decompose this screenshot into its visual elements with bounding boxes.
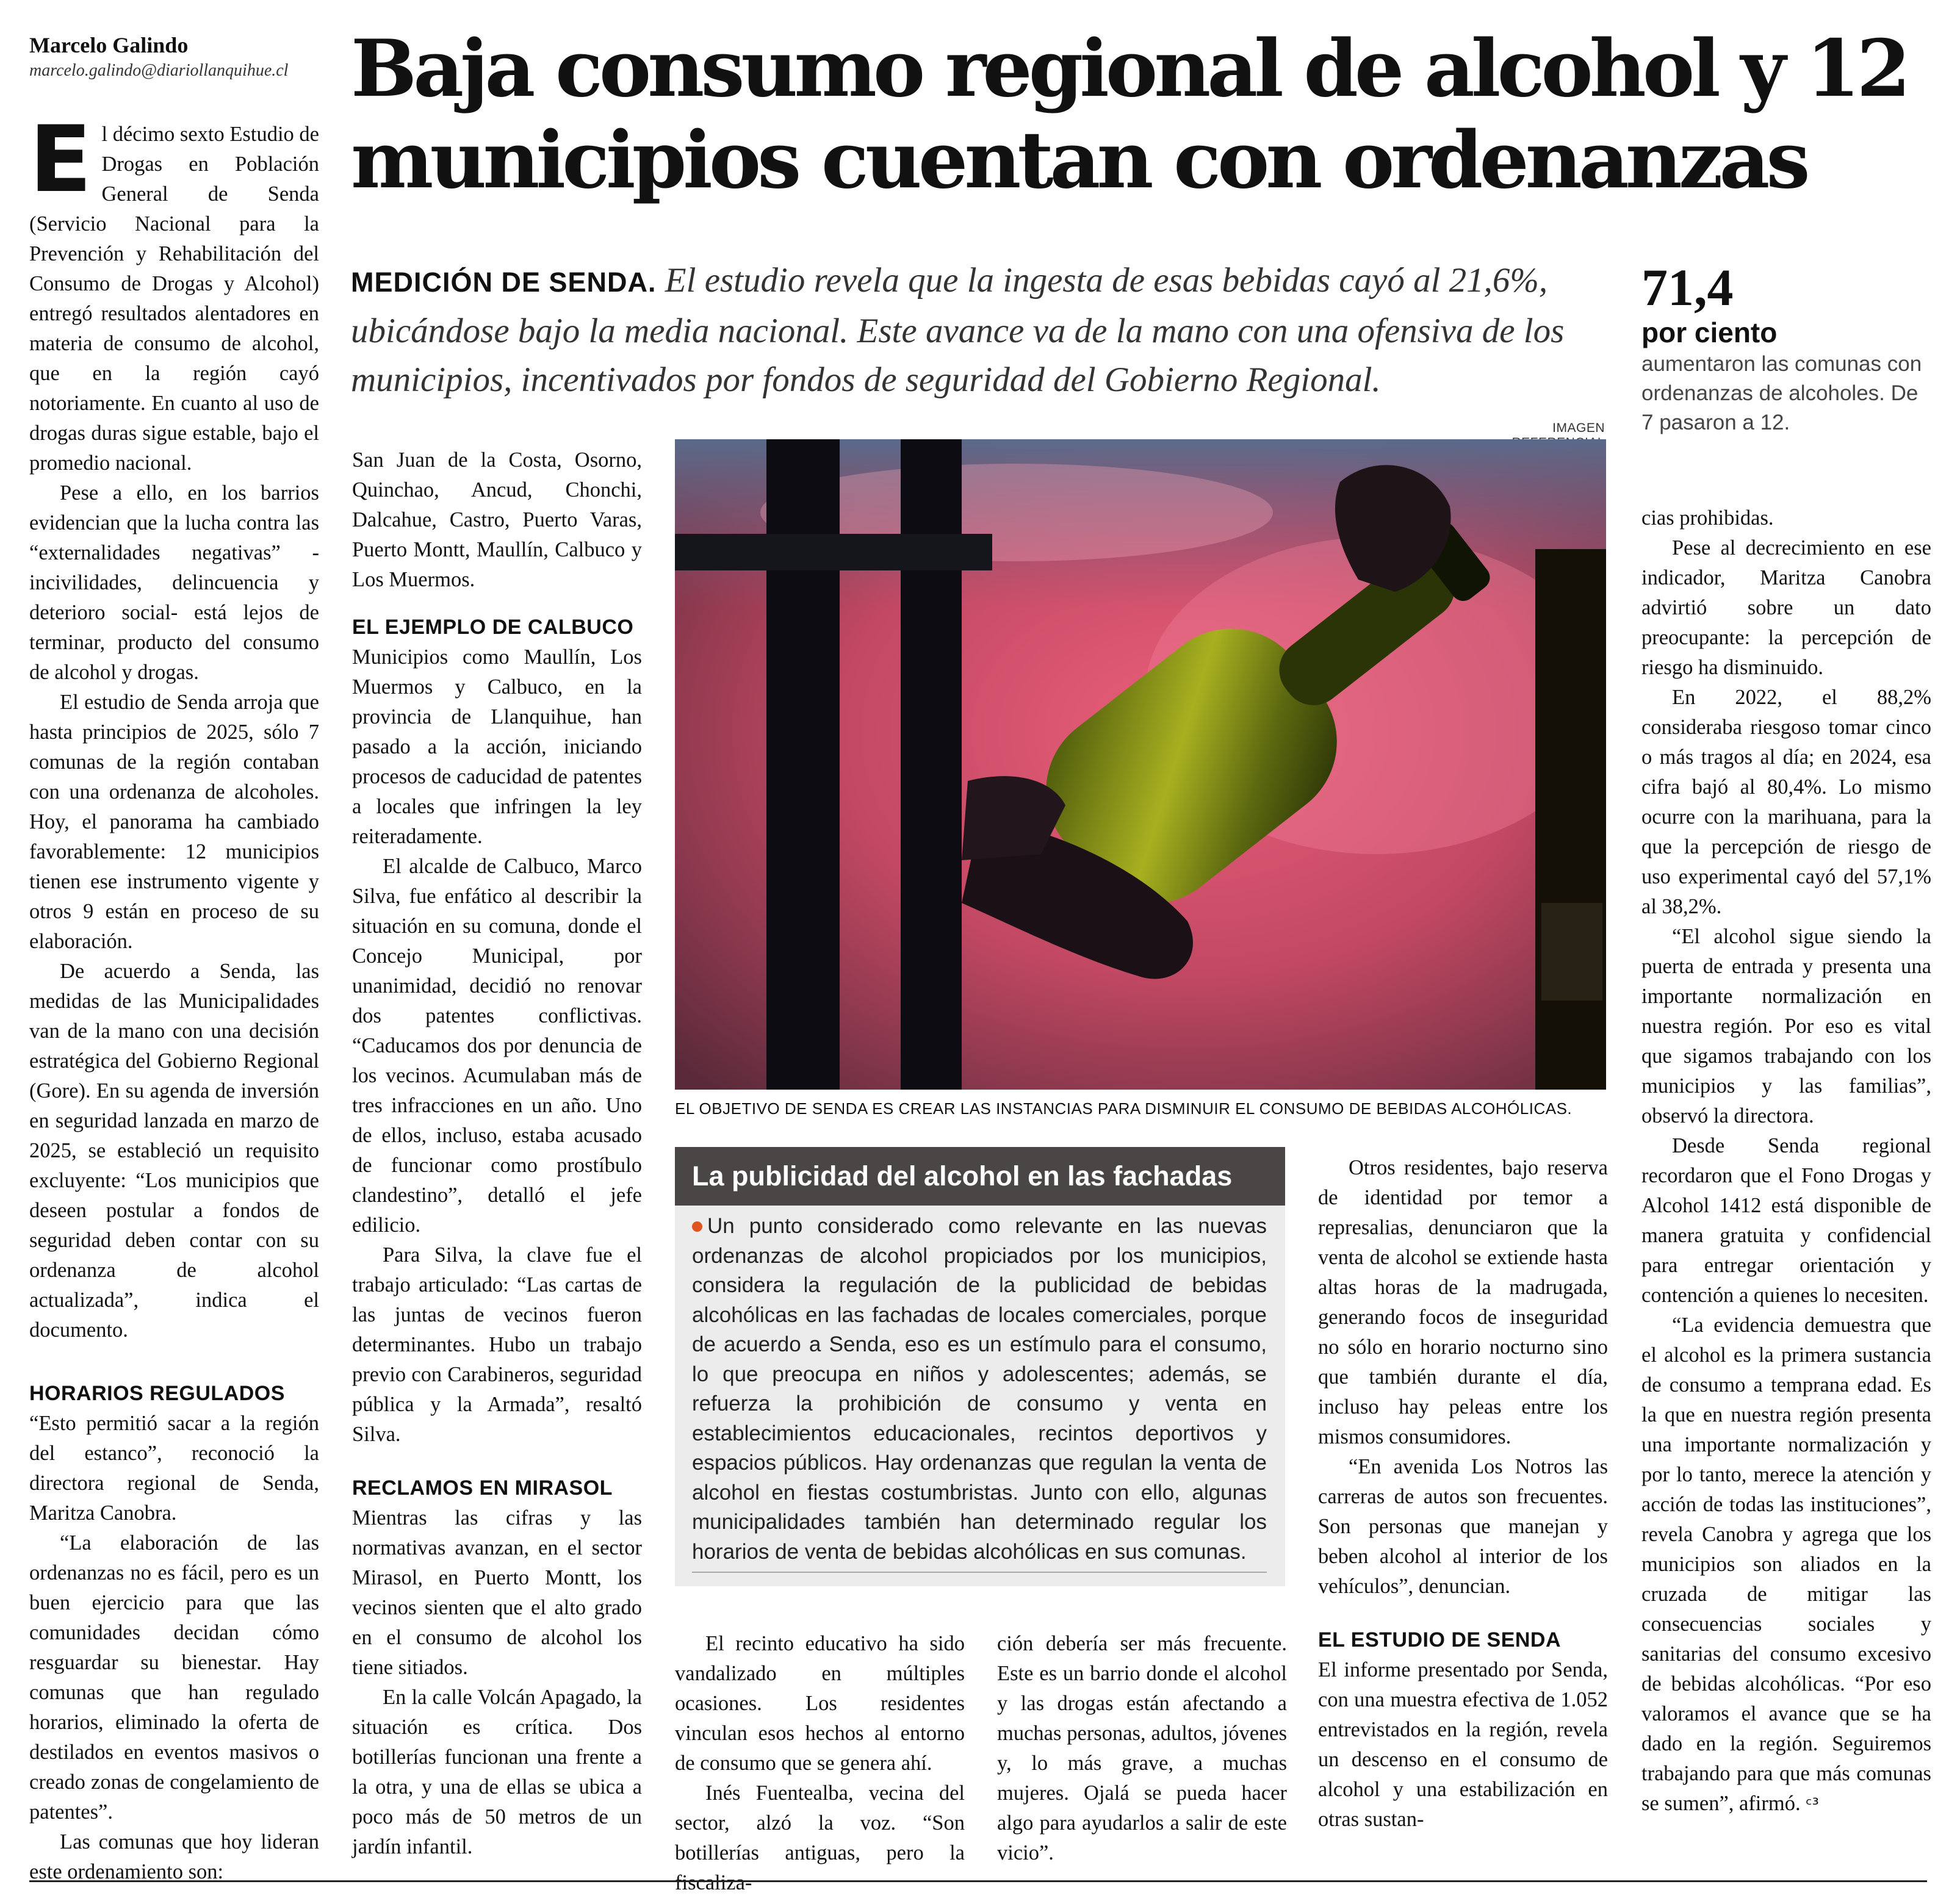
subhead-mirasol: RECLAMOS EN MIRASOL: [352, 1476, 613, 1500]
paragraph: ción debería ser más frecuente. Este es un barrio donde el alcohol y las drogas están afectando a muchas personas, adultos, jóvenes y, lo más grave, a muchas mujeres. Ojalá se pueda hacer algo para ayudarlos a salir de este vicio”.: [997, 1632, 1287, 1864]
paragraph: Pese a ello, en los barrios evidencian que la lucha contra las “externalidades negativas” -incivilidades, delincuencia y deterioro social- está lejos de terminar, producto del consumo de alcohol y drogas.: [29, 481, 319, 684]
paragraph-text: “La evidencia demuestra que el alcohol es la primera sustancia de consumo a temprana edad. Es la que en nuestra región presenta una importante normalización y por lo tanto, merece la atención y acción de todas las instituciones”, revela Canobra y agrega que los municipios son aliados en la cruzada de mitigar las consecuencias sociales y sanitarias del consumo excesivo de bebidas alcohólicas. “Por eso valoramos el avance que se ha dado en la región. Seguiremos trabajando para que más comunas se sumen”, afirmó.: [1641, 1314, 1931, 1815]
subhead-calbuco: EL EJEMPLO DE CALBUCO: [352, 616, 634, 639]
paragraph: Inés Fuentealba, vecina del sector, alzó la voz. “Son botillerías antiguas, pero la fiscaliza-: [675, 1781, 965, 1894]
drop-cap: E: [29, 107, 92, 213]
paragraph: Desde Senda regional recordaron que el Fono Drogas y Alcohol 1412 está disponible de manera gratuita y confidencial para entregar orientación y contención a quienes lo necesiten.: [1641, 1134, 1931, 1307]
author-name: Marcelo Galindo: [29, 33, 189, 57]
paragraph: El recinto educativo ha sido vandalizado en múltiples ocasiones. Los residentes vinculan esos hechos al entorno de consumo que se genera ahí.: [675, 1632, 965, 1775]
paragraph: El informe presentado por Senda, con una muestra efectiva de 1.052 entrevistados en la región, revela un descenso en el consumo de alcohol y una estabilización en otras sustan-: [1318, 1658, 1608, 1831]
end-mark-icon: ᶜ³: [1806, 1794, 1819, 1814]
column-3: [675, 1629, 965, 1898]
paragraph: El estudio de Senda arroja que hasta principios de 2025, sólo 7 comunas de la región contaban con una ordenanza de alcoholes. Hoy, el panorama ha cambiado favorablemente: 12 municipios tienen ese instrumento vigente y otros 9 están en proceso de su elaboración.: [29, 691, 319, 953]
paragraph: En 2022, el 88,2% consideraba riesgoso tomar cinco o más tragos al día; en 2024, esa cifra bajó al 80,4%. Lo mismo ocurre con la marihuana, para la que la percepción de riesgo de uso experimental cayó del 57,1% al 38,2%.: [1641, 686, 1931, 918]
photo-credit: IMAGEN: [1552, 421, 1605, 435]
photo-caption: EL OBJETIVO DE SENDA ES CREAR LAS INSTANCIAS PARA DISMINUIR EL CONSUMO DE BEBIDAS ALCOHÓLICAS.: [675, 1099, 1573, 1118]
photo: [675, 439, 1606, 1090]
paragraph: En la calle Volcán Apagado, la situación es crítica. Dos botillerías funcionan una frente a la otra, y una de ellas se ubica a poco más de 50 metros de un jardín infantil.: [352, 1686, 642, 1858]
deck-kicker: MEDICIÓN DE SENDA.: [351, 267, 657, 298]
paragraph: Para Silva, la clave fue el trabajo articulado: “Las cartas de las juntas de vecinos fueron determinantes. Hubo un trabajo previo con Carabineros, seguridad pública y la Armada”, resaltó Silva.: [352, 1243, 642, 1446]
stat-value: 71,4: [1641, 258, 1734, 317]
paragraph: De acuerdo a Senda, las medidas de las Municipalidades van de la mano con una decisión estratégica del Gobierno Regional (Gore). En su agenda de inversión en seguridad lanzada en marzo de 2025, se estableció un requisito excluyente: “Los municipios que deseen postular a fondos de seguridad deben contar con su ordenanza de alcohol actualizada”, indica el documento.: [29, 960, 319, 1342]
sidebar-body: [675, 1206, 1285, 1567]
deck: [351, 256, 1620, 404]
paragraph: l décimo sexto Estudio de Drogas en Población General de Senda (Servicio Nacional para la Prevención y Rehabilitación del Consumo de Drogas y Alcohol) entregó resultados alentadores en materia de consumo de alcohol, que en la región cayó notoriamente. En cuanto al uso de drogas duras sigue estable, bajo el promedio nacional.: [29, 123, 319, 475]
stat-description: aumentaron las comunas con ordenanzas de alcoholes. De 7 pasaron a 12.: [1641, 352, 1922, 434]
paragraph: Mientras las cifras y las normativas avanzan, en el sector Mirasol, en Puerto Montt, los vecinos sienten que el alto grado en el consumo de alcohol los tiene sitiados.: [352, 1506, 642, 1679]
paragraph: “En avenida Los Notros las carreras de autos son frecuentes. Son personas que manejan y beben alcohol al interior de los vehículos”, denuncian.: [1318, 1455, 1608, 1598]
paragraph: San Juan de la Costa, Osorno, Quinchao, Ancud, Chonchi, Dalcahue, Castro, Puerto Varas, Puerto Montt, Maullín, Calbuco y Los Muermos.: [352, 448, 642, 591]
subhead-horarios: HORARIOS REGULADOS: [29, 1382, 285, 1405]
paragraph: “La elaboración de las ordenanzas no es fácil, pero es un buen ejercicio para que las comunidades decidan cómo resguardar su bienestar. Hay comunas que han regulado horarios, eliminado la oferta de destilados en eventos masivos o creado zonas de congelamiento de patentes”.: [29, 1531, 319, 1824]
wine-bottle-photo: [675, 439, 1606, 1090]
author-email[interactable]: marcelo.galindo@diariollanquihue.cl: [29, 61, 289, 80]
paragraph: cias prohibidas.: [1641, 506, 1774, 530]
column-5: [1318, 1153, 1608, 1835]
paragraph: “El alcohol sigue siendo la puerta de entrada y presenta una importante normalización en nuestra región. Por eso es vital que sigamos trabajando con los municipios y las familias”, observó la directora.: [1641, 925, 1931, 1127]
bullet-icon: [692, 1221, 702, 1232]
column-1: [29, 107, 319, 1887]
stat-unit: por ciento: [1641, 317, 1778, 348]
paragraph: Las comunas que hoy lideran este ordenamiento son:: [29, 1830, 319, 1883]
column-4: [997, 1629, 1287, 1868]
sidebar-text: Un punto considerado como relevante en las nuevas ordenanzas de alcohol propiciados por los municipios, considera la regulación de la publicidad de bebidas alcohólicas en las fachadas de locales comerciales, porque de acuerdo a Senda, eso es un estímulo para el consumo, lo que preocupa en niños y adolescentes; además, se refuerza la prohibición de consumo y venta en establecimientos educacionales, recintos deportivos y espacios públicos. Hay ordenanzas que regulan la venta de alcohol en fiestas costumbristas. Junto con ello, algunas municipalidades también han determinado regular los horarios de venta de bebidas alcohólicas en sus comunas.: [692, 1214, 1267, 1564]
headline: Baja consumo regional de alcohol y 12 municipios cuentan con ordenanzas: [351, 23, 1908, 206]
subhead-estudio: EL ESTUDIO DE SENDA: [1318, 1628, 1562, 1652]
sidebar-title: La publicidad del alcohol en las fachadas: [675, 1147, 1285, 1206]
paragraph: Otros residentes, bajo reserva de identidad por temor a represalias, denunciaron que la venta de alcohol se extiende hasta altas horas de la madrugada, generando focos de inseguridad no sólo en horario nocturno sino que también durante el día, incluso hay peleas entre los mismos consumidores.: [1318, 1156, 1608, 1448]
sidebar-divider: [692, 1572, 1267, 1573]
paragraph: El alcalde de Calbuco, Marco Silva, fue enfático al describir la situación en su comuna, donde el Concejo Municipal, por unanimidad, decidió no renovar dos patentes conflictivas. “Caducamos dos por denuncia de los vecinos. Acumulaban más de tres infracciones en un año. Uno de ellos, incluso, estaba acusado de funcionar como prostíbulo clandestino”, detalló el jefe edilicio.: [352, 855, 642, 1237]
paragraph: [1641, 1310, 1931, 1819]
paragraph: “Esto permitió sacar a la región del estanco”, reconoció la directora regional de Senda, Maritza Canobra.: [29, 1412, 319, 1525]
column-2: [352, 445, 642, 1862]
deck-text: El estudio revela que la ingesta de esas bebidas cayó al 21,6%, ubicándose bajo la media nacional. Este avance va de la mano con una ofensiva de los municipios, incentivados por fondos de seguridad del Gobierno Regional.: [351, 261, 1565, 399]
bottom-rule: [29, 1880, 1927, 1882]
byline: [29, 32, 322, 83]
sidebar-box: [675, 1147, 1285, 1586]
paragraph: Municipios como Maullín, Los Muermos y Calbuco, en la provincia de Llanquihue, han pasado a la acción, iniciando procesos de caducidad de patentes a locales que infringen la ley reiteradamente.: [352, 645, 642, 848]
stat-box: [1641, 259, 1934, 437]
paragraph: Pese al decrecimiento en ese indicador, Maritza Canobra advirtió sobre un dato preocupante: la percepción de riesgo ha disminuido.: [1641, 536, 1931, 679]
column-6: [1641, 503, 1931, 1819]
